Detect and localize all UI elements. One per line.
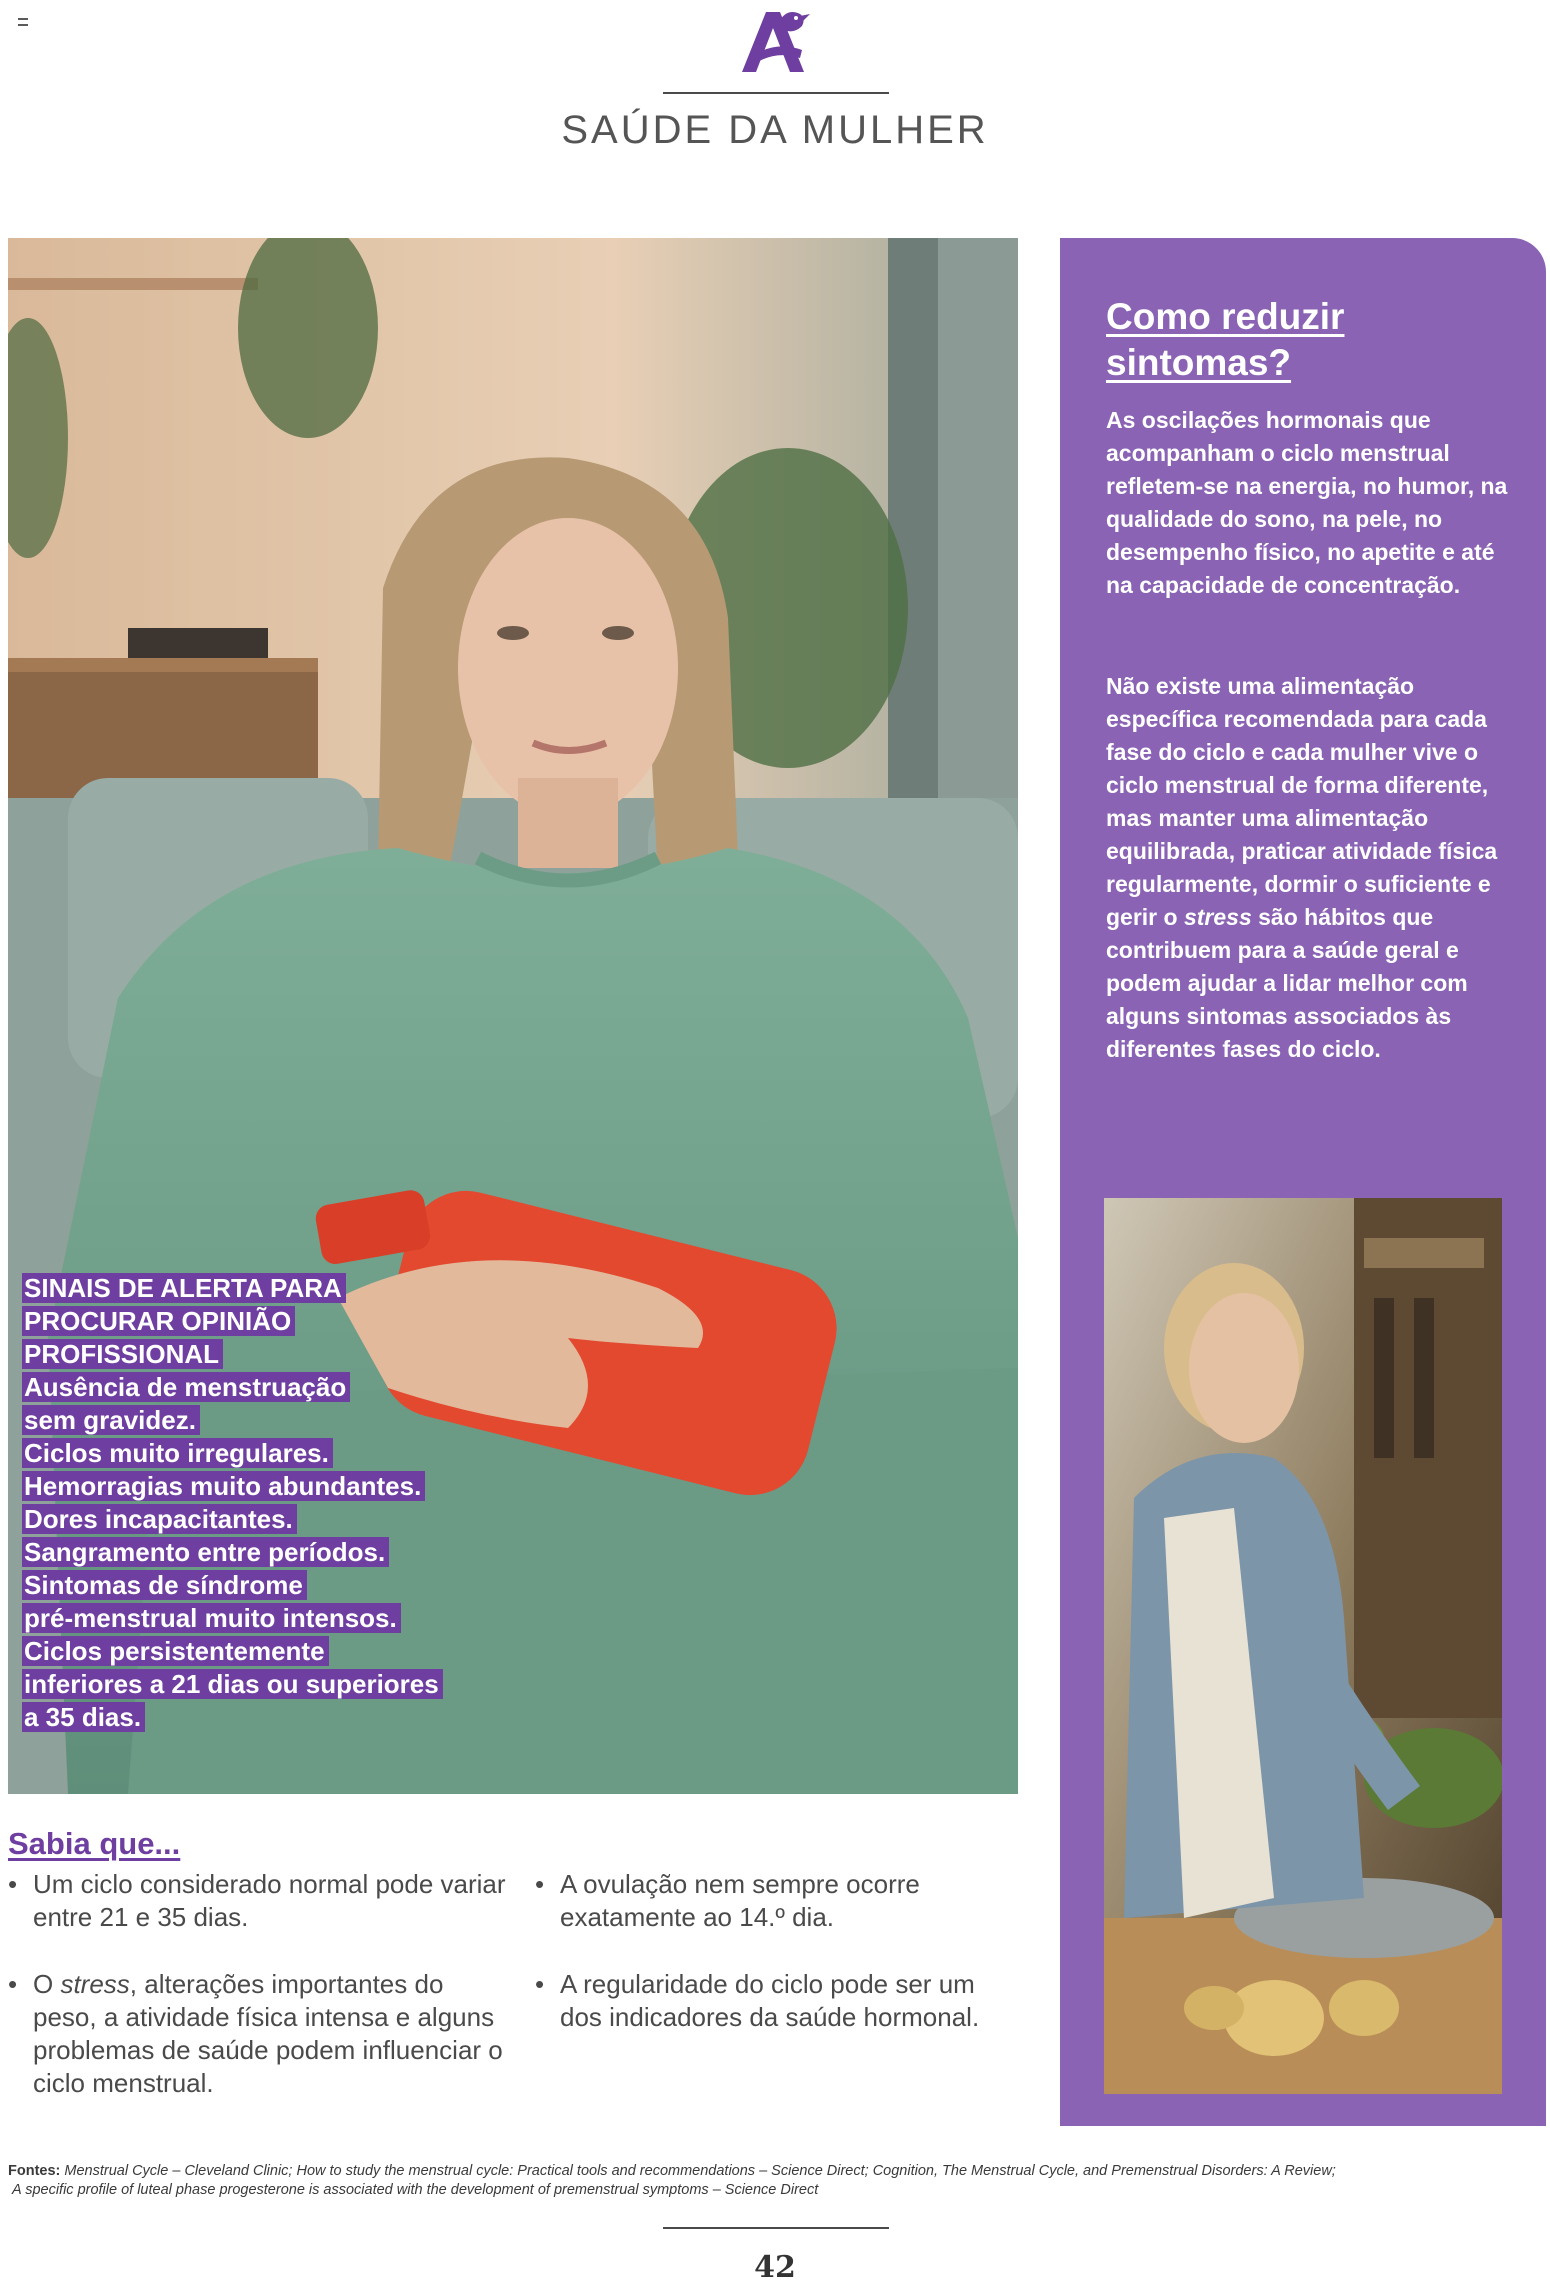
warning-signs-box (22, 1272, 482, 1734)
panel-paragraph-1: As oscilações hormonais que acompanham o ciclo menstrual refletem-se na energia, no humor, na qualidade do sono, na pele, no desempenho físico, no apetite e até na capacidade de concentração. (1106, 407, 1508, 598)
fact-text: Um ciclo considerado normal pode variar entre 21 e 35 dias. (33, 1869, 506, 1932)
warning-title-line: PROFISSIONAL (22, 1339, 223, 1369)
warning-item-line: inferiores a 21 dias ou superiores (22, 1669, 443, 1699)
tips-panel (1060, 238, 1546, 2126)
warning-item-line: a 35 dias. (22, 1702, 145, 1732)
bullet-icon: • (8, 1869, 18, 1899)
header-rule (663, 92, 889, 94)
sources-text: A specific profile of luteal phase progesterone is associated with the development of premenstrual symptoms – Science Direct (12, 2182, 819, 2198)
woman-washing-vegetables-photo (1104, 1198, 1502, 2094)
page-number: 42 (754, 2250, 796, 2285)
auchan-bird-logo-icon (736, 0, 814, 78)
warning-item-line: sem gravidez. (22, 1405, 200, 1435)
footer-rule (663, 2227, 889, 2229)
did-you-know-title: Sabia que... (8, 1826, 181, 1861)
warning-item-line: Dores incapacitantes. (22, 1504, 297, 1534)
warning-item-line: Ausência de menstruação (22, 1372, 350, 1402)
fact-text: A ovulação nem sempre ocorre exatamente ao 14.º dia. (560, 1869, 920, 1932)
sources-label: Fontes: (8, 2163, 61, 2179)
warning-item-line: Sangramento entre períodos. (22, 1537, 389, 1567)
warning-item-line: Ciclos muito irregulares. (22, 1438, 333, 1468)
bullet-icon: • (535, 1869, 545, 1899)
fact-item (535, 1968, 1015, 2034)
fact-text: A regularidade do ciclo pode ser um dos indicadores da saúde hormonal. (560, 1969, 980, 2032)
sources-note (8, 2162, 1508, 2200)
bullet-icon: • (8, 1969, 18, 1999)
warning-item-line: Hemorragias muito abundantes. (22, 1471, 425, 1501)
warning-item-line: Sintomas de síndrome (22, 1570, 307, 1600)
corner-mark (18, 18, 28, 26)
warning-item-line: pré-menstrual muito intensos. (22, 1603, 401, 1633)
warning-item-line: Ciclos persistentemente (22, 1636, 329, 1666)
fact-item (8, 1868, 508, 1934)
panel-title: Como reduzir sintomas? (1106, 296, 1345, 383)
bullet-icon: • (535, 1969, 545, 1999)
warning-title-line: PROCURAR OPINIÃO (22, 1306, 295, 1336)
fact-item (535, 1868, 1015, 1934)
panel-paragraph-2: Não existe uma alimentação específica recomendada para cada fase do ciclo e cada mulher vive o ciclo menstrual de forma diferente, mas manter uma alimentação equilibrada, praticar atividade física regularmente, dormir o suficiente e gerir o stress são hábitos que contribuem para a saúde geral e podem ajudar a lidar melhor com alguns sintomas associados às diferentes fases do ciclo. (1106, 673, 1498, 1062)
page-title: SAÚDE DA MULHER (561, 108, 989, 152)
fact-item (8, 1968, 508, 2100)
warning-title-line: SINAIS DE ALERTA PARA (22, 1273, 346, 1303)
sources-text: Menstrual Cycle – Cleveland Clinic; How to study the menstrual cycle: Practical tools and recommendations – Science Direct; Cognition, The Menstrual Cycle, and Premenstrual Disorders: A Review; (60, 2163, 1336, 2179)
fact-text: O stress, alterações importantes do peso, a atividade física intensa e alguns problemas de saúde podem influenciar o ciclo menstrual. (33, 1969, 503, 2098)
